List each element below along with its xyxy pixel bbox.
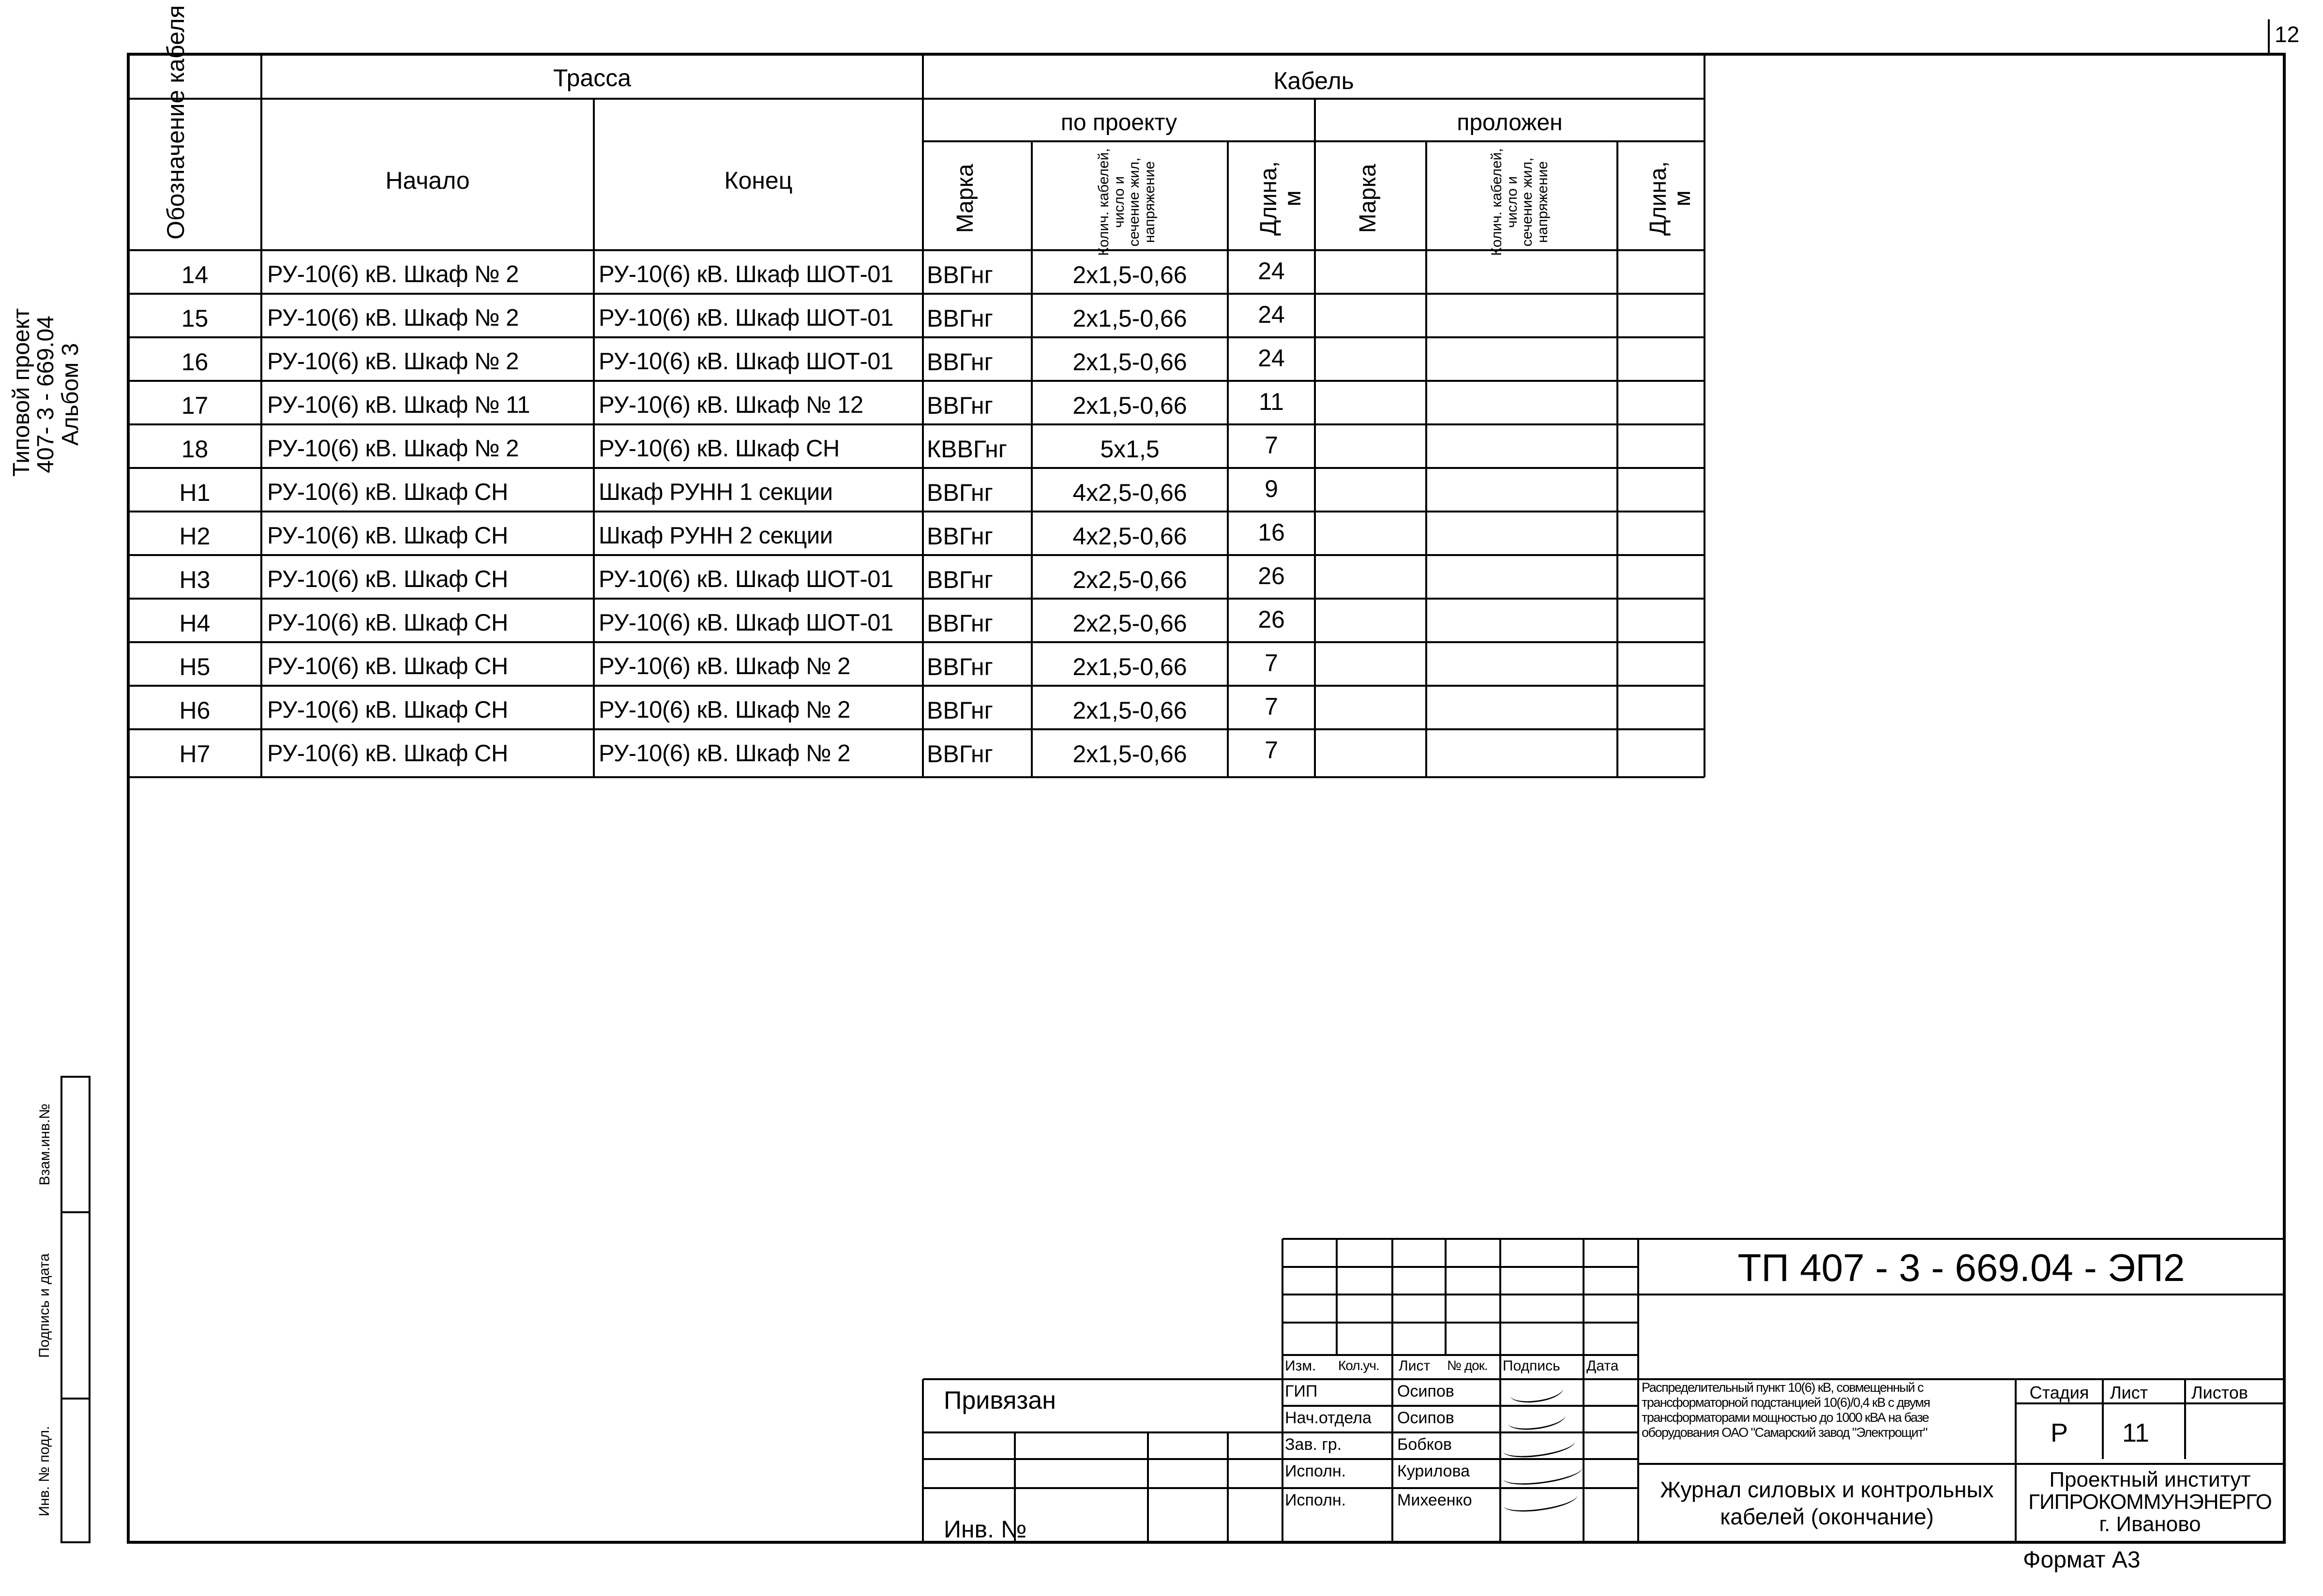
cell-end: РУ-10(6) кВ. Шкаф ШОТ-01 [599,261,893,287]
cell-end: РУ-10(6) кВ. Шкаф ШОТ-01 [599,305,893,331]
header-route: Трасса [553,64,632,91]
cell-spec: 2х1,5-0,66 [1072,261,1187,288]
cell-start: РУ-10(6) кВ. Шкаф СН [267,610,508,636]
cell-mark: ВВГнг [927,566,993,593]
side-label-line1: Типовой проект [9,308,34,477]
cell-designation: Н7 [179,740,211,768]
cell-spec: 5х1,5 [1100,436,1160,463]
cell-start: РУ-10(6) кВ. Шкаф СН [267,653,508,679]
cell-designation: Н4 [179,610,211,637]
staff-name: Курилова [1397,1462,1470,1480]
cell-length: 26 [1258,562,1285,589]
cell-spec: 2х1,5-0,66 [1072,348,1187,376]
col-izm: Изм. [1285,1358,1316,1374]
cell-length: 7 [1265,737,1278,764]
cell-length: 24 [1258,345,1285,372]
cell-mark: ВВГнг [927,348,993,376]
cell-end: РУ-10(6) кВ. Шкаф СН [599,436,840,462]
cell-end: РУ-10(6) кВ. Шкаф № 12 [599,392,863,418]
cell-designation: Н1 [179,479,211,506]
header-laid: проложен [1457,110,1563,136]
cell-mark: ВВГнг [927,610,993,637]
org-line1: Проектный институт [2049,1468,2251,1491]
cell-mark: ВВГнг [927,261,993,288]
cell-designation: Н5 [179,653,211,680]
stage-value: Р [2050,1418,2068,1447]
header-end: Конец [724,167,793,194]
cell-length: 7 [1265,432,1278,459]
inv-no-label: Инв. № [944,1516,1027,1543]
staff-role: Исполн. [1285,1462,1346,1480]
cell-designation: 17 [181,392,209,419]
cell-end: РУ-10(6) кВ. Шкаф ШОТ-01 [599,566,893,592]
cell-mark: ВВГнг [927,392,993,419]
cell-start: РУ-10(6) кВ. Шкаф СН [267,697,508,723]
col-date: Дата [1586,1358,1619,1374]
cell-spec: 2х1,5-0,66 [1072,392,1187,419]
stamp-inv-podl: Инв. № подл. [36,1426,52,1517]
stage-label: Стадия [2029,1383,2089,1402]
document-name-line2: кабелей (окончание) [1720,1504,1934,1529]
stamp-vzam-inv: Взам.инв.№ [37,1103,53,1186]
col-signature: Подпись [1503,1358,1560,1374]
col-doc-no: № док. [1447,1358,1488,1373]
sheet-number: 12 [2275,22,2300,47]
cell-length: 26 [1258,606,1285,633]
staff-name: Осипов [1397,1382,1454,1400]
cell-mark: ВВГнг [927,305,993,332]
cell-start: РУ-10(6) кВ. Шкаф СН [267,740,508,767]
col-kol-uch: Кол.уч. [1338,1358,1379,1373]
cell-spec: 2х2,5-0,66 [1072,566,1187,593]
description-line2: трансформаторной подстанцией 10(6)/0,4 кВ с двумя [1642,1395,1930,1410]
org-line2: ГИПРОКОММУНЭНЕРГО [2028,1490,2272,1514]
header-length-project: Длина, м [1256,161,1306,236]
side-label-line2: 407- 3 - 669.04 [33,316,59,473]
privyazan-label: Привязан [944,1386,1056,1415]
cell-start: РУ-10(6) кВ. Шкаф № 2 [267,436,519,462]
sheet-value: 11 [2122,1418,2150,1447]
stamp-podpis-data: Подпись и дата [36,1253,52,1358]
cell-mark: ВВГнг [927,740,993,768]
cell-length: 9 [1265,475,1278,502]
document-code: ТП 407 - 3 - 669.04 - ЭП2 [1737,1246,2185,1289]
cell-mark: ВВГнг [927,697,993,724]
cell-spec: 2х1,5-0,66 [1072,740,1187,768]
cell-length: 11 [1259,388,1284,415]
project-description [1642,1380,2017,1440]
cell-length: 7 [1265,693,1278,720]
cell-start: РУ-10(6) кВ. Шкаф СН [267,566,508,592]
cell-end: РУ-10(6) кВ. Шкаф № 2 [599,653,850,679]
header-mark-laid: Марка [1355,164,1381,233]
cell-designation: 16 [181,348,209,376]
description-line1: Распределительный пункт 10(6) кВ, совмещенный с [1642,1380,1923,1395]
cell-length: 7 [1265,649,1278,677]
cell-mark: ВВГнг [927,479,993,506]
cell-spec: 2х1,5-0,66 [1072,697,1187,724]
cell-designation: Н6 [179,697,211,724]
cell-end: РУ-10(6) кВ. Шкаф ШОТ-01 [599,348,893,375]
cell-end: РУ-10(6) кВ. Шкаф № 2 [599,697,850,723]
cell-start: РУ-10(6) кВ. Шкаф СН [267,479,508,505]
cell-designation: 18 [181,436,209,463]
side-project-label [9,308,97,477]
header-start: Начало [385,167,470,194]
header-designation: Обозначение кабеля [162,5,189,240]
org-line3: г. Иваново [2099,1512,2201,1536]
header-length-laid: Длина, м [1645,161,1696,236]
cell-spec: 2х2,5-0,66 [1072,610,1187,637]
cell-length: 24 [1258,301,1285,328]
document-name [1638,1476,2016,1530]
staff-role: Зав. гр. [1285,1435,1342,1454]
header-per-project: по проекту [1060,110,1177,136]
cell-length: 16 [1258,519,1285,546]
header-cable: Кабель [1273,67,1354,94]
cell-spec: 2х1,5-0,66 [1072,653,1187,680]
staff-role: Нач.отдела [1285,1409,1372,1427]
cell-length: 24 [1258,257,1285,285]
cell-start: РУ-10(6) кВ. Шкаф № 2 [267,305,519,331]
cell-mark: ВВГнг [927,523,993,550]
cell-designation: 14 [181,261,209,288]
cell-designation: Н3 [179,566,211,593]
cell-start: РУ-10(6) кВ. Шкаф № 2 [267,261,519,287]
cell-spec: 4х2,5-0,66 [1072,523,1187,550]
description-line3: трансформаторами мощностью до 1000 кВА на базе [1642,1410,1929,1425]
cell-end: РУ-10(6) кВ. Шкаф № 2 [599,740,850,767]
sheets-label: Листов [2191,1383,2248,1402]
format-label: Формат А3 [2023,1547,2141,1573]
staff-name: Осипов [1397,1409,1454,1427]
cell-start: РУ-10(6) кВ. Шкаф № 2 [267,348,519,375]
cell-end: Шкаф РУНН 2 секции [599,523,833,549]
staff-role: ГИП [1285,1382,1318,1400]
staff-role: Исполн. [1285,1491,1346,1509]
cell-mark: КВВГнг [927,436,1007,463]
side-label-line3: Альбом 3 [57,343,83,446]
cell-mark: ВВГнг [927,653,993,680]
header-count-project: Колич. кабелей, число и сечение жил, напряжение [1096,148,1158,256]
cell-start: РУ-10(6) кВ. Шкаф № 11 [267,392,530,418]
header-mark-project: Марка [952,164,978,233]
description-line4: оборудования ОАО "Самарский завод "Электрощит" [1642,1425,1927,1440]
cell-start: РУ-10(6) кВ. Шкаф СН [267,523,508,549]
header-count-laid: Колич. кабелей, число и сечение жил, напряжение [1489,148,1551,256]
organization [2016,1469,2284,1536]
cell-spec: 2х1,5-0,66 [1072,305,1187,332]
document-name-line1: Журнал силовых и контрольных [1660,1477,1994,1502]
cell-end: РУ-10(6) кВ. Шкаф ШОТ-01 [599,610,893,636]
cell-designation: 15 [181,305,209,332]
cell-designation: Н2 [179,523,211,550]
cell-spec: 4х2,5-0,66 [1072,479,1187,506]
staff-name: Михеенко [1397,1491,1472,1509]
staff-name: Бобков [1397,1435,1452,1454]
col-list: Лист [1399,1358,1431,1374]
cell-end: Шкаф РУНН 1 секции [599,479,833,505]
sheet-label: Лист [2110,1383,2148,1402]
